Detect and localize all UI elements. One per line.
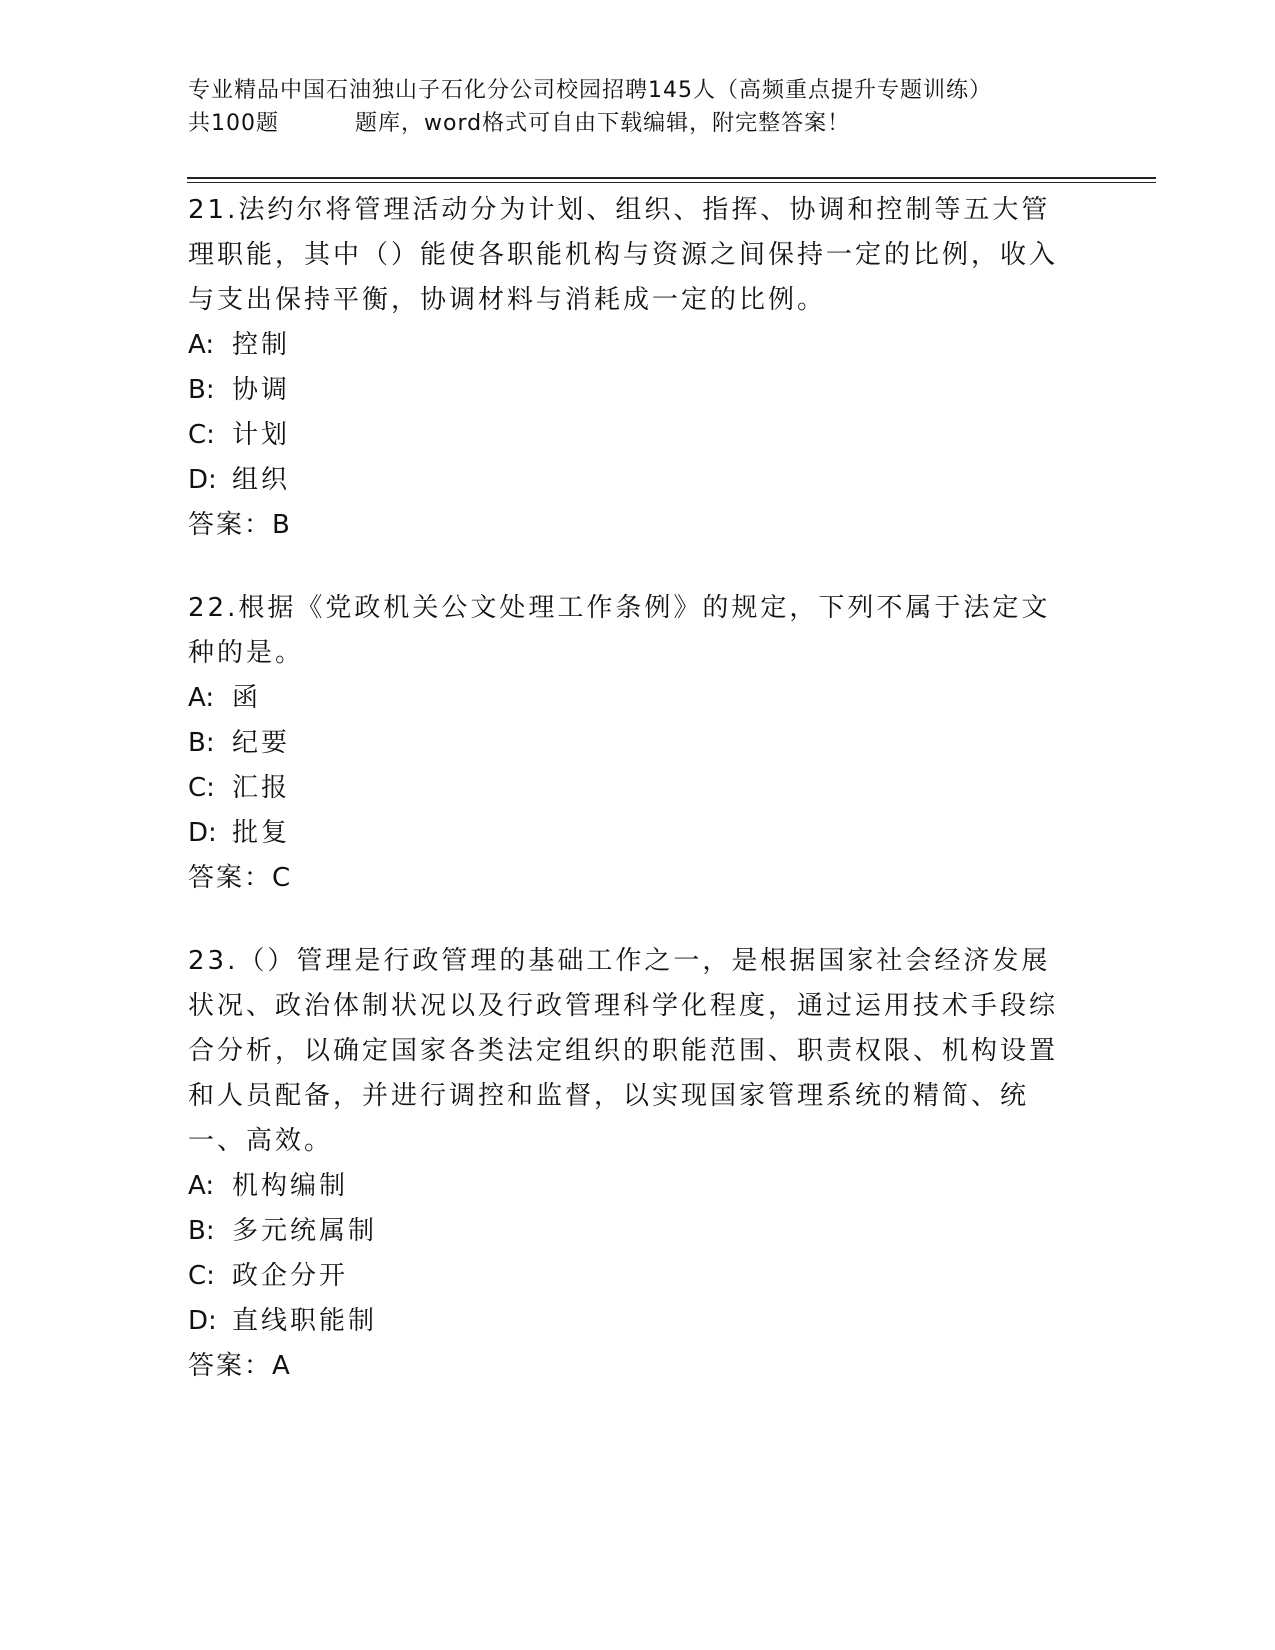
answer: 答案：B <box>188 510 292 540</box>
option-a <box>188 323 1088 368</box>
option-text: 机构编制 <box>232 1171 349 1201</box>
question-22 <box>188 586 1088 901</box>
option-b <box>188 1209 1088 1254</box>
option-text: 函 <box>232 683 262 713</box>
option-d <box>188 811 1088 856</box>
option-label: A: <box>188 1171 215 1201</box>
question-21 <box>188 188 1088 548</box>
option-label: B: <box>188 1216 215 1246</box>
option-text: 多元统属制 <box>232 1216 378 1246</box>
header-subtitle <box>188 107 1088 140</box>
option-label: B: <box>188 375 215 405</box>
option-c <box>188 766 1088 811</box>
option-text: 政企分开 <box>232 1261 349 1291</box>
option-label: A: <box>188 683 215 713</box>
question-list <box>188 188 1088 1427</box>
option-text: 直线职能制 <box>232 1306 378 1336</box>
option-label: D: <box>188 1306 217 1336</box>
option-label: A: <box>188 330 215 360</box>
option-b <box>188 368 1088 413</box>
option-c <box>188 413 1088 458</box>
option-label: C: <box>188 420 215 450</box>
option-text: 汇报 <box>232 773 291 803</box>
document-header <box>188 74 1088 140</box>
question-text: 22.根据《党政机关公文处理工作条例》的规定，下列不属于法定文种的是。 <box>188 593 1051 668</box>
option-text: 组织 <box>232 465 291 495</box>
option-a <box>188 1164 1088 1209</box>
option-c <box>188 1254 1088 1299</box>
option-label: B: <box>188 728 215 758</box>
option-a <box>188 676 1088 721</box>
option-b <box>188 721 1088 766</box>
option-label: C: <box>188 1261 215 1291</box>
question-count: 共100题 <box>188 111 279 136</box>
answer: 答案：C <box>188 863 293 893</box>
option-label: D: <box>188 818 217 848</box>
option-d <box>188 458 1088 503</box>
option-d <box>188 1299 1088 1344</box>
option-text: 控制 <box>232 330 291 360</box>
header-divider-thin <box>187 182 1156 183</box>
header-divider-thick <box>187 177 1156 179</box>
question-23 <box>188 939 1088 1389</box>
option-text: 纪要 <box>232 728 291 758</box>
header-title: 专业精品中国石油独山子石化分公司校园招聘145人（高频重点提升专题训练） <box>188 78 992 103</box>
option-text: 批复 <box>232 818 291 848</box>
answer: 答案：A <box>188 1351 292 1381</box>
header-description: 题库，word格式可自由下载编辑，附完整答案！ <box>355 111 851 136</box>
option-label: D: <box>188 465 217 495</box>
question-text: 23.（）管理是行政管理的基础工作之一，是根据国家社会经济发展状况、政治体制状况以及行政管理科学化程度，通过运用技术手段综合分析，以确定国家各类法定组织的职能范围、职责权限、机构设置和人员配备，并进行调控和监督，以实现国家管理系统的精简、统一、高效。 <box>188 946 1059 1156</box>
question-text: 21.法约尔将管理活动分为计划、组织、指挥、协调和控制等五大管理职能，其中（）能使各职能机构与资源之间保持一定的比例，收入与支出保持平衡，协调材料与消耗成一定的比例。 <box>188 195 1059 315</box>
option-text: 计划 <box>232 420 291 450</box>
option-text: 协调 <box>232 375 291 405</box>
option-label: C: <box>188 773 215 803</box>
